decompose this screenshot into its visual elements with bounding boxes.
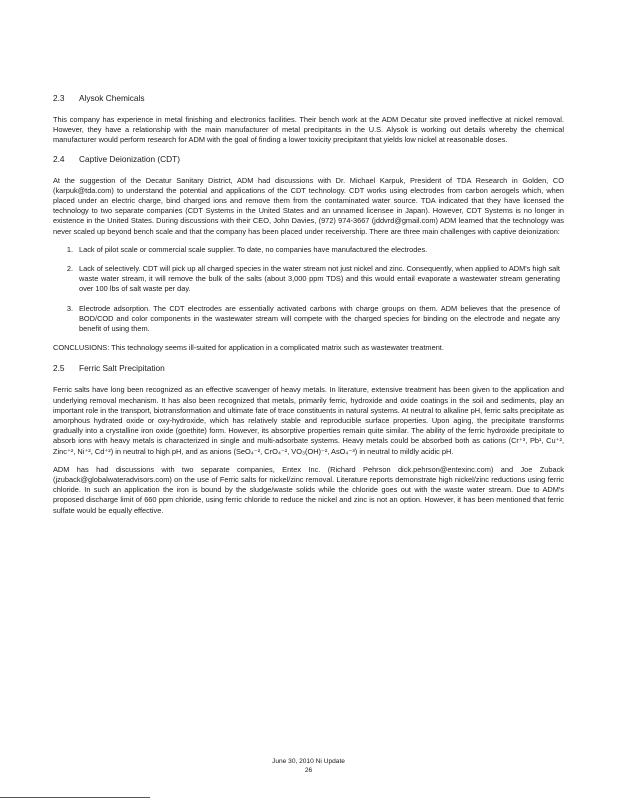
section-number: 2.4 — [53, 153, 65, 164]
list-item-text: Lack of pilot scale or commercial scale supplier. To date, no companies have manufactured the electrodes. — [79, 244, 428, 254]
section-title: Alysok Chemicals — [79, 93, 145, 103]
bottom-divider — [0, 797, 150, 798]
list-item-number: 3. — [66, 303, 73, 313]
list-item-text: Electrode adsorption. The CDT electrodes are essentially activated carbons with charge groups on them. ADM believes that the presence of BOD/COD and color components in the wastewater stream will compete with the charged species for binding on the electrode and negate any benefit of using them. — [79, 303, 560, 334]
list-item-text: Lack of selectively. CDT will pick up all charged species in the water stream not just nickel and zinc. Consequently, when applied to ADM's high salt waste water stream, it will remove the bulk of the salts (about 3,000 ppm TDS) and this would entail evaporate a wastewater stream generating over 100 lbs of salt waste per day. — [79, 264, 560, 294]
page-content — [53, 93, 564, 524]
conclusions-text: CONCLUSIONS: This technology seems ill-suited for application in a complicated matrix such as wastewater treatment. — [53, 343, 444, 353]
section-2-4-paragraph: At the suggestion of the Decatur Sanitary District, ADM had discussions with Dr. Michael Karpuk, President of TDA Research in Golden, CO (karpuk@tda.com) to understand the potential and applications of the CDT technology. CDT works using electrodes from carbon aerogels which, when placed under an electric charge, bind charged ions and remove them from the contaminated water source. TDA indicated that they have licensed the technology to two separate companies (CDT Systems in the United States and an unnamed licensee in Japan). However, CDT Systems is no longer in existence in the United States. During discussions with their CEO, John Davies, (972) 974-3667 (jddvrd@gmail.com) ADM learned that the technology was never scaled up beyond bench scale and that the company has been placed under receivership. There are three main challenges with captive deionization: — [53, 175, 564, 236]
list-item — [53, 304, 560, 335]
section-number: 2.3 — [53, 93, 65, 103]
section-2-5-paragraph-1: Ferric salts have long been recognized as an effective scavenger of heavy metals. In literature, extensive treatment has been given to the application and underlying removal mechanism. It has also been recognized that metals, primarily ferric, hydroxide and oxide coatings in the soil and sediments, play an important role in the transport, biotransformation and ultimate fate of trace constituents in natural systems. At neutral to alkaline pH, ferric salts precipitate as amorphous hydrated oxide or oxy-hydroxide, which has relatively stable and reproducible surface properties. Upon aging, the precipitate transforms gradually into a crystalline iron oxide (goethite) form. However, its absorptive properties remain quite similar. The ability of the ferric hydroxide precipitate to absorb ions with heavy metals is characterized in single and multi-adsorbate systems. Heavy metals could be absorbed both as cations (Cr⁺³, Pb¹, Cu⁺², Zinc⁺², Ni⁺², Cd⁺²) in neutral to high pH, and as anions (SeO₄⁻², CrO₄⁻², VO₃(OH)⁻², AsO₄⁻³) in neutral to mildly acidic pH. — [53, 385, 564, 456]
list-item — [53, 264, 560, 295]
section-heading-2-5 — [53, 363, 564, 374]
list-item-number: 2. — [66, 264, 73, 274]
section-heading-2-3 — [53, 93, 564, 104]
section-2-5-paragraph-2: ADM has had discussions with two separate companies, Entex Inc. (Richard Pehrson dick.pehrson@entexinc.com) and Joe Zuback (jzuback@globalwateradvisors.com) on the use of Ferric salts for nickel/zinc removal. Literature reports demonstrate high nickel/zinc reductions using ferric chloride. In such an application the iron is bound by the sludge/waste solids while the chloride goes out with the waste water stream. Due to ADM's proposed discharge limit of 660 ppm chloride, using ferric chloride to reduce the nickel and zinc is not an option. However, it has been mentioned that ferric sulfate would be equally effective. — [53, 464, 564, 515]
section-title: Captive Deionization (CDT) — [79, 153, 180, 164]
list-item-number: 1. — [66, 244, 73, 254]
section-2-3-paragraph: This company has experience in metal finishing and electronics facilities. Their bench work at the ADM Decatur site proved ineffective at nickel removal. However, they have a relationship with the main manufacturer of metal precipitants in the U.S. Alysok is working out details whereby the chemical manufacturer would perform research for ADM with the goal of finding a lower toxicity precipitant that yields low nickel at reasonable doses. — [53, 115, 564, 145]
page-number: 26 — [304, 767, 313, 774]
footer-date: June 30, 2010 Ni Update — [272, 758, 345, 765]
section-heading-2-4 — [53, 154, 564, 165]
section-title: Ferric Salt Precipitation — [79, 363, 165, 374]
list-item — [53, 245, 560, 255]
challenges-list — [53, 245, 564, 334]
section-number: 2.5 — [53, 363, 65, 374]
